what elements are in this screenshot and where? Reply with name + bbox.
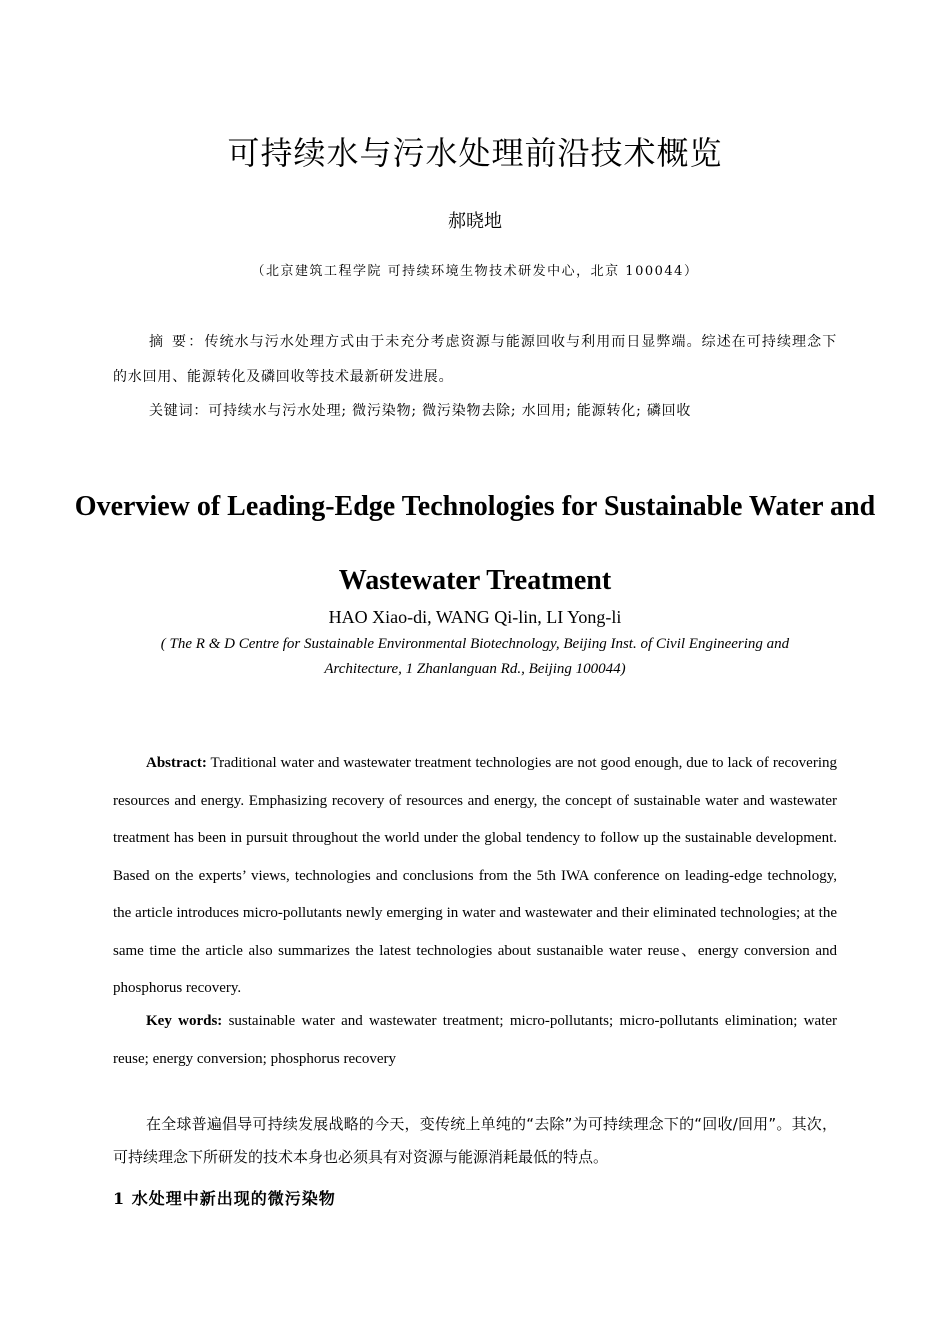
section-1-heading: 1 水处理中新出现的微污染物 xyxy=(113,1189,336,1208)
chinese-keywords-label: 关键词： xyxy=(149,403,209,419)
english-keywords-text: sustainable water and wastewater treatment; micro-pollutants; micro-pollutants elimination; water reuse; energy conversion; phosphorus recovery xyxy=(113,1013,837,1067)
english-affiliation: ( The R & D Centre for Sustainable Environmental Biotechnology, Beijing Inst. of Civil Engineering and Architecture, 1 Zhanlanguan Rd., Beijing 100044) xyxy=(160,636,790,677)
english-abstract-text: Traditional water and wastewater treatment technologies are not good enough, due to lack of recovering resources and energy. Emphasizing recovery of resources and energy, the concept of sustainable water and wastewater treatment has been in pursuit throughout the world under the global tendency to follow up the sustainable development. Based on the experts’ views, technologies and conclusions from the 5th IWA conference on leading-edge technology, the article introduces micro-pollutants newly emerging in water and wastewater and their eliminated technologies; at the same time the article also summarizes the latest technologies about sustanaible water reuse、energy conversion and phosphorus recovery. xyxy=(113,755,837,996)
chinese-affiliation: （北京建筑工程学院 可持续环境生物技术研发中心，北京 100044） xyxy=(251,264,699,279)
chinese-abstract-text: 传统水与污水处理方式由于未充分考虑资源与能源回收与利用而日显弊端。综述在可持续理念下的水回用、能源转化及磷回收等技术最新研发进展。 xyxy=(113,334,837,385)
chinese-keywords xyxy=(113,398,837,424)
english-abstract-label: Abstract: xyxy=(146,755,207,771)
english-keywords-label: Key words: xyxy=(146,1013,223,1029)
chinese-author: 郝晓地 xyxy=(448,211,502,232)
english-title: Overview of Leading-Edge Technologies for Sustainable Water and Wastewater Treatment xyxy=(74,491,876,596)
chinese-abstract-label: 摘 要： xyxy=(149,334,205,350)
chinese-keywords-text: 可持续水与污水处理; 微污染物; 微污染物去除; 水回用; 能源转化; 磷回收 xyxy=(208,403,692,419)
intro-paragraph: 在全球普遍倡导可持续发展战略的今天，变传统上单纯的“去除”为可持续理念下的“回收/回用”。其次，可持续理念下所研发的技术本身也必须具有对资源与能源消耗最低的特点。 xyxy=(113,1115,837,1166)
chinese-abstract xyxy=(113,325,837,395)
english-keywords xyxy=(113,1003,837,1078)
chinese-title: 可持续水与污水处理前沿技术概览 xyxy=(227,134,723,172)
english-authors: HAO Xiao-di, WANG Qi-lin, LI Yong-li xyxy=(328,607,622,627)
english-abstract xyxy=(113,745,837,1008)
